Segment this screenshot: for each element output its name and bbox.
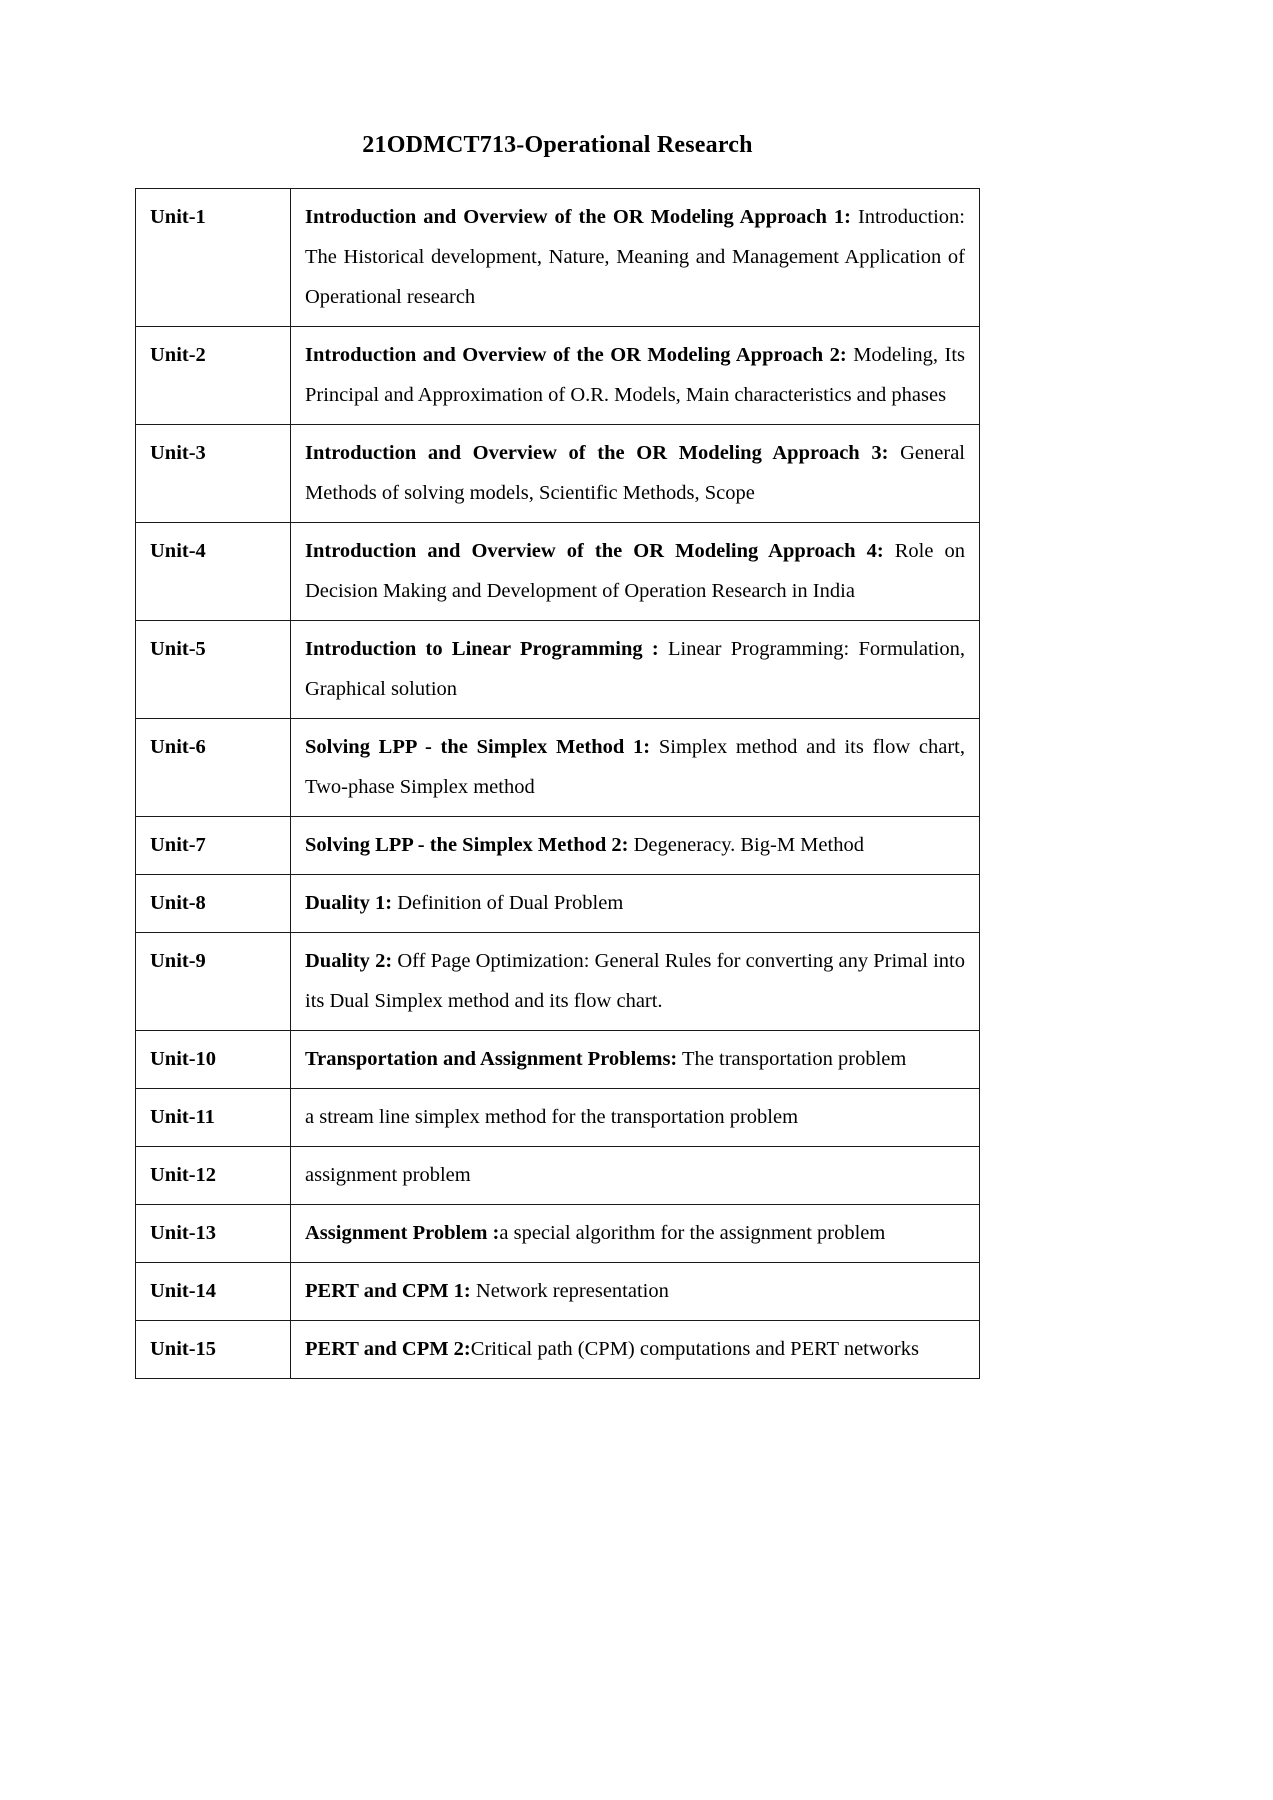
unit-description-cell: [291, 621, 980, 719]
course-units-table: [135, 188, 980, 1379]
unit-label: Unit-8: [150, 892, 206, 914]
unit-description-cell: [291, 817, 980, 875]
table-row: [136, 1147, 980, 1205]
unit-label-cell: [136, 523, 291, 621]
unit-topic-text: Introduction: The Historical development, Nature, Meaning and Management Application of Operational research: [305, 206, 965, 308]
unit-topic-text: Degeneracy. Big-M Method: [628, 834, 864, 856]
unit-topic-bold: Duality 2:: [305, 950, 393, 972]
table-row: [136, 933, 980, 1031]
table-row: [136, 523, 980, 621]
unit-label-cell: [136, 719, 291, 817]
unit-description-cell: [291, 1205, 980, 1263]
unit-topic-text: The transportation problem: [677, 1048, 907, 1070]
unit-topic-text: Critical path (CPM) computations and PERT networks: [470, 1338, 919, 1360]
unit-label: Unit-10: [150, 1048, 217, 1070]
units-table-body: [136, 189, 980, 1379]
unit-description-cell: [291, 1147, 980, 1205]
unit-topic-bold: Solving LPP - the Simplex Method 1:: [305, 736, 651, 758]
unit-topic-bold: Introduction and Overview of the OR Modeling Approach 2:: [305, 344, 847, 366]
unit-label: Unit-6: [150, 736, 206, 758]
unit-topic-text: assignment problem: [305, 1164, 471, 1186]
unit-topic-bold: Duality 1:: [305, 892, 393, 914]
unit-label: Unit-5: [150, 638, 206, 660]
table-row: [136, 817, 980, 875]
unit-label-cell: [136, 1263, 291, 1321]
table-row: [136, 189, 980, 327]
unit-topic-text: Role on Decision Making and Development of Operation Research in India: [305, 540, 965, 602]
unit-label: Unit-12: [150, 1164, 217, 1186]
unit-label-cell: [136, 1031, 291, 1089]
unit-label-cell: [136, 621, 291, 719]
unit-topic-text: Off Page Optimization: General Rules for converting any Primal into its Dual Simplex method and its flow chart.: [305, 950, 965, 1012]
unit-description-cell: [291, 933, 980, 1031]
unit-description-cell: [291, 1263, 980, 1321]
unit-label: Unit-3: [150, 442, 206, 464]
unit-topic-text: Network representation: [470, 1280, 669, 1302]
unit-topic-text: Linear Programming: Formulation, Graphical solution: [305, 638, 965, 700]
unit-description-cell: [291, 875, 980, 933]
unit-label-cell: [136, 1089, 291, 1147]
unit-label-cell: [136, 327, 291, 425]
unit-label-cell: [136, 875, 291, 933]
unit-description-cell: [291, 425, 980, 523]
unit-topic-bold: Assignment Problem :: [305, 1222, 500, 1244]
unit-label-cell: [136, 1147, 291, 1205]
table-row: [136, 1205, 980, 1263]
unit-label: Unit-13: [150, 1222, 217, 1244]
table-row: [136, 875, 980, 933]
unit-label-cell: [136, 425, 291, 523]
table-row: [136, 621, 980, 719]
table-row: [136, 1031, 980, 1089]
unit-description-cell: [291, 719, 980, 817]
unit-topic-text: Simplex method and its flow chart, Two-phase Simplex method: [305, 736, 965, 798]
unit-topic-bold: PERT and CPM 2:: [305, 1338, 471, 1360]
unit-description-cell: [291, 327, 980, 425]
unit-topic-bold: Introduction and Overview of the OR Modeling Approach 3:: [305, 442, 889, 464]
unit-topic-text: Modeling, Its Principal and Approximation of O.R. Models, Main characteristics and phases: [305, 344, 965, 406]
table-row: [136, 425, 980, 523]
unit-topic-bold: Introduction and Overview of the OR Modeling Approach 1:: [305, 206, 851, 228]
unit-label-cell: [136, 1321, 291, 1379]
unit-description-cell: [291, 1321, 980, 1379]
table-row: [136, 1263, 980, 1321]
unit-topic-bold: Transportation and Assignment Problems:: [305, 1048, 678, 1070]
unit-label: Unit-1: [150, 206, 206, 228]
unit-label: Unit-2: [150, 344, 206, 366]
unit-topic-bold: Introduction and Overview of the OR Modeling Approach 4:: [305, 540, 884, 562]
unit-description-cell: [291, 523, 980, 621]
unit-label: Unit-7: [150, 834, 206, 856]
unit-label: Unit-9: [150, 950, 206, 972]
unit-label-cell: [136, 189, 291, 327]
unit-label: Unit-11: [150, 1106, 215, 1128]
unit-topic-text: a special algorithm for the assignment problem: [499, 1222, 886, 1244]
unit-topic-text: a stream line simplex method for the transportation problem: [305, 1106, 799, 1128]
unit-label: Unit-4: [150, 540, 206, 562]
unit-label: Unit-14: [150, 1280, 217, 1302]
unit-description-cell: [291, 1031, 980, 1089]
page-title: 21ODMCT713-Operational Research: [362, 132, 753, 158]
unit-label-cell: [136, 817, 291, 875]
unit-label-cell: [136, 1205, 291, 1263]
unit-description-cell: [291, 1089, 980, 1147]
table-row: [136, 327, 980, 425]
unit-topic-bold: PERT and CPM 1:: [305, 1280, 471, 1302]
unit-topic-bold: Solving LPP - the Simplex Method 2:: [305, 834, 629, 856]
unit-label: Unit-15: [150, 1338, 217, 1360]
unit-topic-text: Definition of Dual Problem: [392, 892, 624, 914]
table-row: [136, 1321, 980, 1379]
unit-topic-bold: Introduction to Linear Programming :: [305, 638, 659, 660]
unit-topic-text: General Methods of solving models, Scientific Methods, Scope: [305, 442, 965, 504]
table-row: [136, 719, 980, 817]
unit-label-cell: [136, 933, 291, 1031]
table-row: [136, 1089, 980, 1147]
unit-description-cell: [291, 189, 980, 327]
